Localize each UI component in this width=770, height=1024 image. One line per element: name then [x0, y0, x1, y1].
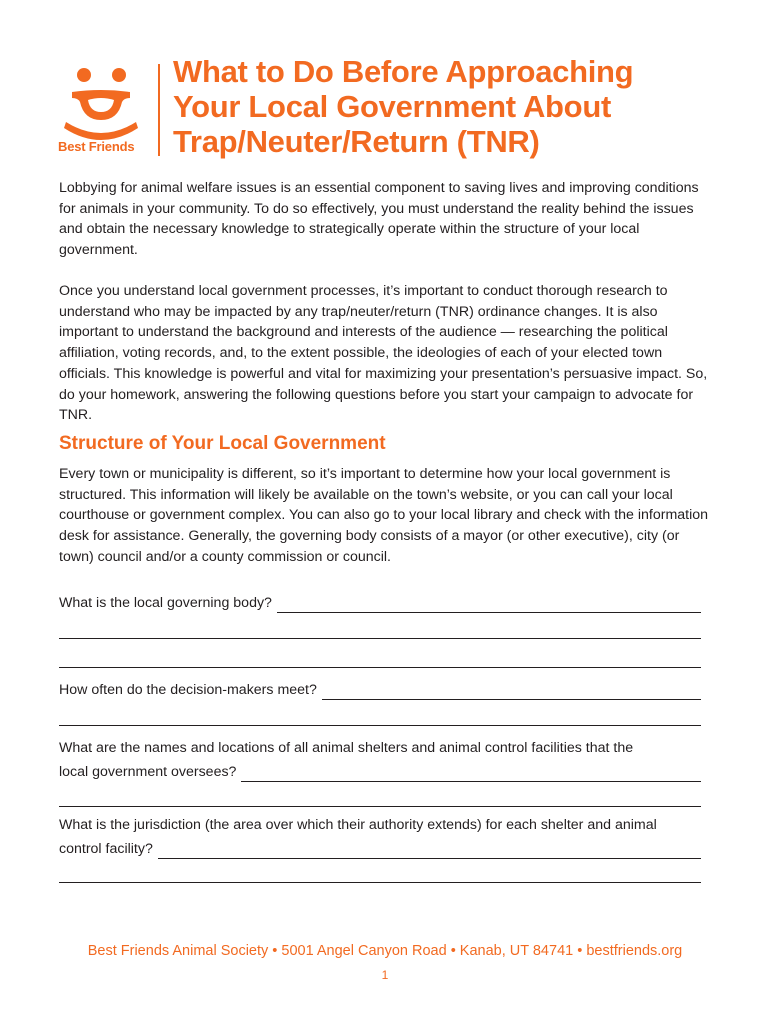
best-friends-logo [58, 62, 148, 157]
answer-line[interactable] [241, 767, 701, 782]
logo-text: Best Friends [58, 139, 135, 154]
answer-line[interactable] [59, 806, 701, 807]
question-label: local government oversees? [59, 764, 237, 780]
title-line-3: Trap/Neuter/Return (TNR) [173, 124, 540, 159]
title-line-1: What to Do Before Approaching [173, 54, 634, 89]
answer-line[interactable] [59, 638, 701, 639]
page-title [173, 54, 733, 159]
header-divider [158, 64, 160, 156]
footer-address: Best Friends Animal Society • 5001 Angel Canyon Road • Kanab, UT 84741 • bestfriends.org [87, 943, 683, 959]
question-label: How often do the decision-makers meet? [59, 682, 317, 698]
section-heading: Structure of Your Local Government [59, 433, 386, 454]
question-label: What is the jurisdiction (the area over which their authority extends) for each shelter and animal [59, 817, 657, 833]
question-label: What is the local governing body? [59, 595, 272, 611]
question-label: What are the names and locations of all animal shelters and animal control facilities that the [59, 740, 634, 756]
page-number: 1 [381, 968, 389, 982]
answer-line[interactable] [322, 685, 701, 700]
answer-line[interactable] [59, 725, 701, 726]
question-governing-body [59, 593, 701, 613]
logo-mark-icon [58, 62, 148, 140]
question-shelters [59, 738, 701, 782]
title-line-2: Your Local Government About [173, 89, 611, 124]
question-label: control facility? [59, 841, 153, 857]
answer-line[interactable] [59, 667, 701, 668]
answer-line[interactable] [277, 598, 701, 613]
answer-line[interactable] [59, 882, 701, 883]
answer-line[interactable] [158, 844, 701, 859]
question-meeting-frequency [59, 680, 701, 700]
section-paragraph: Every town or municipality is different, so it’s important to determine how your local government is structured. This information will likely be available on the town’s website, or you can call your local courthouse or government complex. You can also go to your local library and check with the information desk for assistance. Generally, the governing body consists of a mayor (or other executive), city (or town) council and/or a county commission or council. [59, 466, 709, 565]
question-jurisdiction [59, 815, 701, 859]
intro-paragraph-2: Once you understand local government processes, it’s important to conduct thorough research to understand who may be impacted by any trap/neuter/return (TNR) ordinance changes. It is also important to understand the background and interests of the audience — researching the political affiliation, voting records, and, to the extent possible, the ideologies of each of your elected town officials. This knowledge is powerful and vital for maximizing your presentation’s persuasive impact. So, do your homework, answering the following questions before you start your campaign to advocate for TNR. [59, 283, 708, 424]
intro-paragraph-1: Lobbying for animal welfare issues is an essential component to saving lives and improving conditions for animals in your community. To do so effectively, you must understand the reality behind the issues and obtain the necessary knowledge to strategically operate within the structure of your local government. [59, 180, 699, 259]
